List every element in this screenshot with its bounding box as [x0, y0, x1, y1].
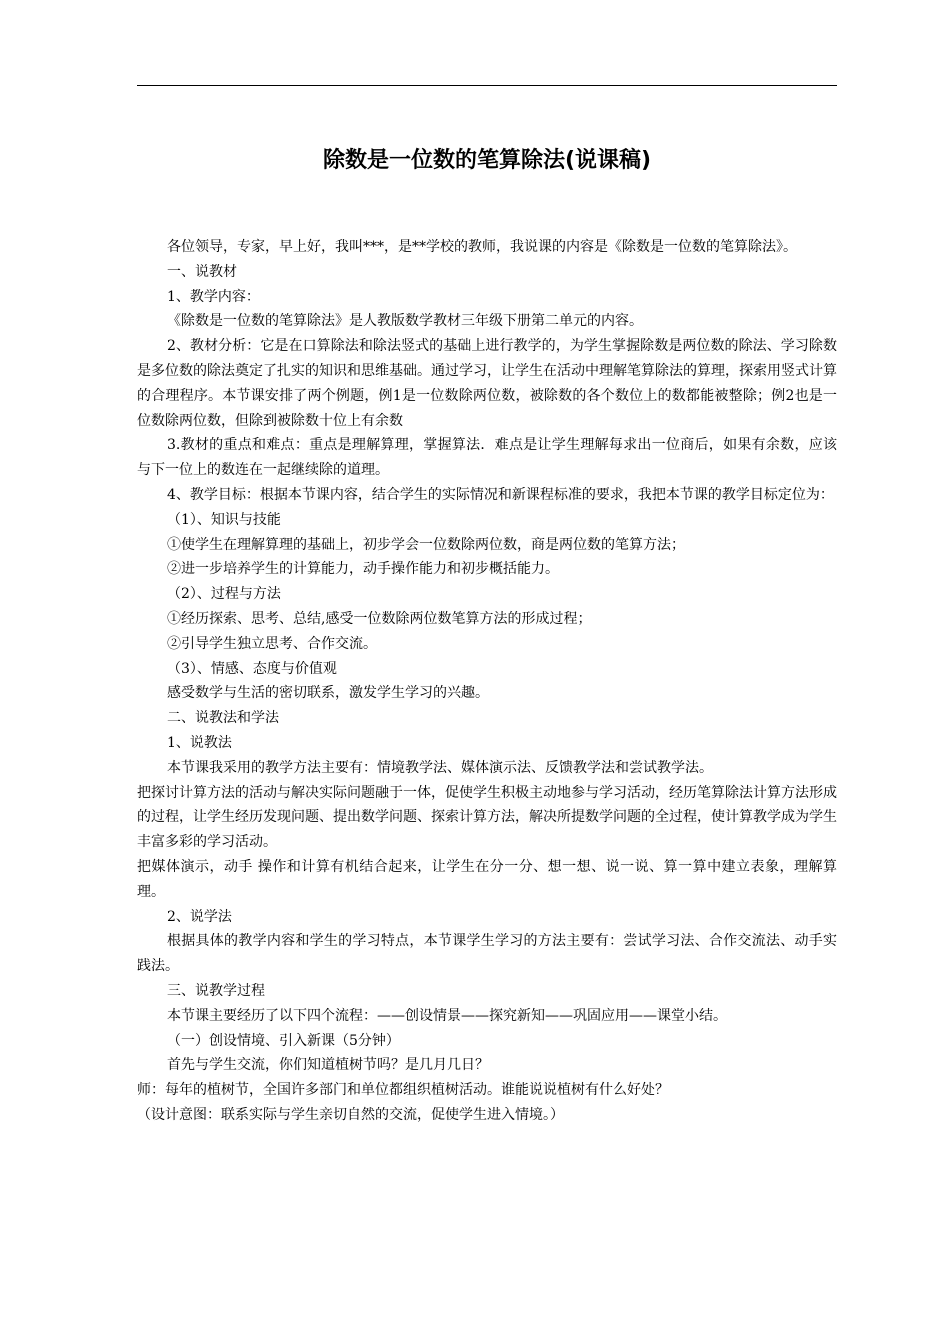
- paragraph: 《除数是一位数的笔算除法》是人教版数学教材三年级下册第二单元的内容。: [167, 313, 643, 330]
- header-rule: [137, 85, 837, 86]
- paragraph: 3.教材的重点和难点：重点是理解算理，掌握算法．难点是让学生理解每求出一位商后，如果有余数，应该与下一位上的数连在一起继续除的道理。: [137, 437, 837, 479]
- paragraph: 师：每年的植树节，全国许多部门和单位都组织植树活动。谁能说说植树有什么好处？: [137, 1082, 669, 1099]
- paragraph: 1、教学内容：: [167, 288, 260, 305]
- paragraph: 1、说教法: [167, 734, 232, 751]
- paragraph: （3）、情感、态度与价值观: [167, 660, 337, 677]
- paragraph: 本节课我采用的教学方法主要有：情境教学法、媒体演示法、反馈教学法和尝试教学法。: [167, 759, 713, 776]
- paragraph: 本节课主要经历了以下四个流程：——创设情景——探究新知——巩固应用——课堂小结。: [167, 1007, 727, 1024]
- paragraph: （2）、过程与方法: [167, 586, 281, 603]
- document-title: 除数是一位数的笔算除法(说课稿): [322, 148, 652, 173]
- paragraph: 一、说教材: [167, 263, 237, 280]
- paragraph: ①经历探索、思考、总结,感受一位数除两位数笔算方法的形成过程；: [167, 610, 592, 627]
- paragraph: 感受数学与生活的密切联系，激发学生学习的兴趣。: [167, 685, 489, 702]
- paragraph: 二、说教法和学法: [167, 710, 279, 727]
- paragraph: 把探讨计算方法的活动与解决实际问题融于一体，促使学生积极主动地参与学习活动，经历笔算除法计算方法形成的过程，让学生经历发现问题、提出数学问题、探索计算方法，解决所提数学问题的全过程，使计算教学成为学生丰富多彩的学习活动。: [137, 784, 837, 851]
- paragraph: ②进一步培养学生的计算能力，动手操作能力和初步概括能力。: [167, 561, 559, 578]
- paragraph: （设计意图：联系实际与学生亲切自然的交流，促使学生进入情境。）: [137, 1106, 564, 1123]
- paragraph: ①使学生在理解算理的基础上，初步学会一位数除两位数，商是两位数的笔算方法；: [167, 536, 685, 553]
- paragraph: 三、说教学过程: [167, 982, 265, 999]
- document-body: [137, 235, 837, 1128]
- paragraph: 把媒体演示，动手 操作和计算有机结合起来，让学生在分一分、想一想、说一说、算一算中建立表象，理解算理。: [137, 858, 837, 900]
- paragraph: ②引导学生独立思考、合作交流。: [167, 635, 377, 652]
- paragraph: 2、说学法: [167, 908, 232, 925]
- paragraph: 各位领导，专家，早上好，我叫***，是**学校的教师，我说课的内容是《除数是一位数的笔算除法》。: [167, 239, 797, 255]
- paragraph: 2、教材分析：它是在口算除法和除法竖式的基础上进行教学的，为学生掌握除数是两位数的除法、学习除数是多位数的除法奠定了扎实的知识和思维基础。通过学习，让学生在活动中理解笔算除法的算理，探索用竖式计算的合理程序。本节课安排了两个例题，例1是一位数除两位数，被除数的各个数位上的数都能被整除；例2也是一位数除两位数，但除到被除数十位上有余数: [137, 338, 837, 429]
- paragraph: （1）、知识与技能: [167, 511, 281, 528]
- paragraph: 首先与学生交流，你们知道植树节吗？是几月几日？: [167, 1057, 489, 1074]
- paragraph: （一）创设情境、引入新课（5分钟）: [167, 1032, 400, 1049]
- paragraph: 根据具体的教学内容和学生的学习特点，本节课学生学习的方法主要有：尝试学习法、合作交流法、动手实践法。: [137, 933, 837, 975]
- paragraph: 4、教学目标：根据本节课内容，结合学生的实际情况和新课程标准的要求，我把本节课的教学目标定位为：: [167, 486, 834, 503]
